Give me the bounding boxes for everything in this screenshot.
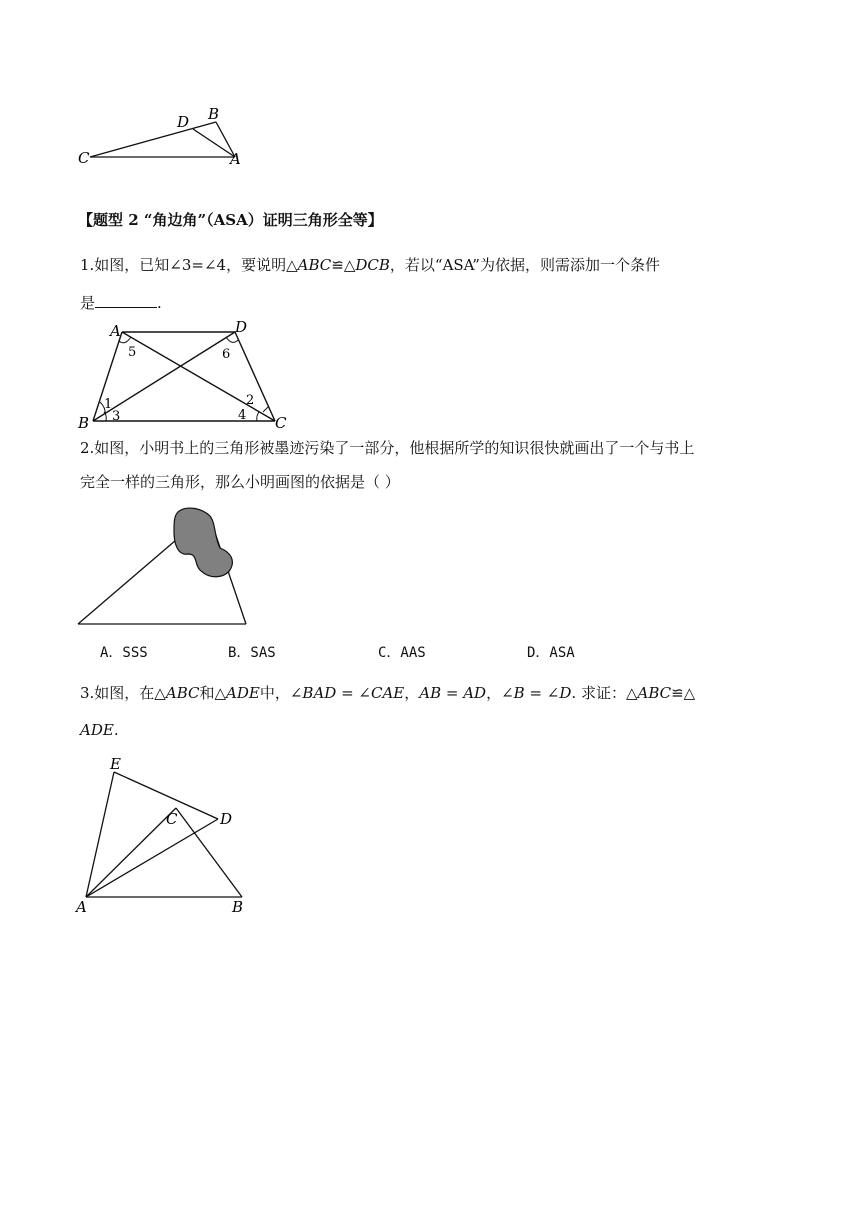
angle-6: 6 <box>222 347 231 362</box>
choice-d[interactable]: D．ASA <box>527 645 575 661</box>
q1-math-abc: ABC <box>297 256 332 274</box>
question-3-line-1 <box>80 683 695 703</box>
question-2-line-1: 2.如图，小明书上的三角形被墨迹污染了一部分，他根据所学的知识很快就画出了一个与书上 <box>80 439 695 457</box>
label-d: D <box>220 810 233 828</box>
label-b: B <box>232 898 244 916</box>
label-a: A <box>76 898 87 916</box>
q1-text-b: ≌△ <box>331 256 356 274</box>
q1-text-d: 是 <box>80 294 96 312</box>
question-1-line-1 <box>80 255 660 275</box>
q3-math-ade-2: ADE <box>80 721 114 739</box>
choice-c[interactable]: C．AAS <box>378 645 426 661</box>
q3-math-ade: ADE <box>226 684 260 702</box>
q3-text-c: 中， <box>259 684 290 702</box>
q3-math-angles: ∠BAD = ∠CAE <box>289 684 405 702</box>
label-e: E <box>110 755 121 773</box>
q3-math-abc-2: ABC <box>637 684 672 702</box>
question-1-line-2 <box>80 293 162 313</box>
q3-math-abc: ABC <box>165 684 200 702</box>
q3-text-d: ， <box>404 684 420 702</box>
q1-text-c: ，若以“ASA”为依据，则需添加一个条件 <box>389 256 660 274</box>
question-3-line-2 <box>80 720 119 740</box>
label-c: C <box>78 149 90 167</box>
figure-ink-triangle <box>70 500 260 630</box>
angle-1: 1 <box>104 397 113 412</box>
label-b: B <box>78 414 90 431</box>
label-d: D <box>177 113 190 131</box>
angle-2: 2 <box>246 393 255 408</box>
q1-math-dcb: DCB <box>355 256 390 274</box>
q3-text-e: ， <box>486 684 502 702</box>
answer-blank[interactable] <box>95 293 157 308</box>
q3-text-f: . 求证：△ <box>571 684 638 702</box>
choice-b[interactable]: B．SAS <box>228 645 276 661</box>
label-a: A <box>230 150 241 168</box>
label-c: C <box>166 810 178 828</box>
ink-blot <box>174 508 232 577</box>
q3-text-a: 3.如图，在△ <box>80 684 166 702</box>
q1-text-a: 1.如图，已知∠3=∠4，要说明△ <box>80 256 298 274</box>
label-a: A <box>110 322 121 340</box>
choice-a[interactable]: A．SSS <box>100 645 148 661</box>
q3-text-g: ≌△ <box>671 684 696 702</box>
q1-text-e: . <box>157 294 162 312</box>
figure-trapezoid-abcd <box>70 316 300 431</box>
q3-text-b: 和△ <box>199 684 227 702</box>
question-2-line-2: 完全一样的三角形，那么小明画图的依据是（ ） <box>80 473 400 491</box>
angle-5: 5 <box>128 345 137 360</box>
figure-triangle-cba <box>70 100 270 175</box>
label-c: C <box>275 414 287 431</box>
label-d: D <box>235 318 248 336</box>
section-heading: 【题型 2 “角边角”（ASA）证明三角形全等】 <box>78 211 383 229</box>
q3-text-h: . <box>113 721 119 739</box>
angle-4: 4 <box>238 408 247 423</box>
q3-math-angle-bd: ∠B = ∠D <box>501 684 572 702</box>
label-b: B <box>208 105 220 123</box>
figure-triangles-abc-ade <box>70 752 260 917</box>
q3-math-sides: AB = AD <box>419 684 487 702</box>
angle-3: 3 <box>112 409 121 424</box>
